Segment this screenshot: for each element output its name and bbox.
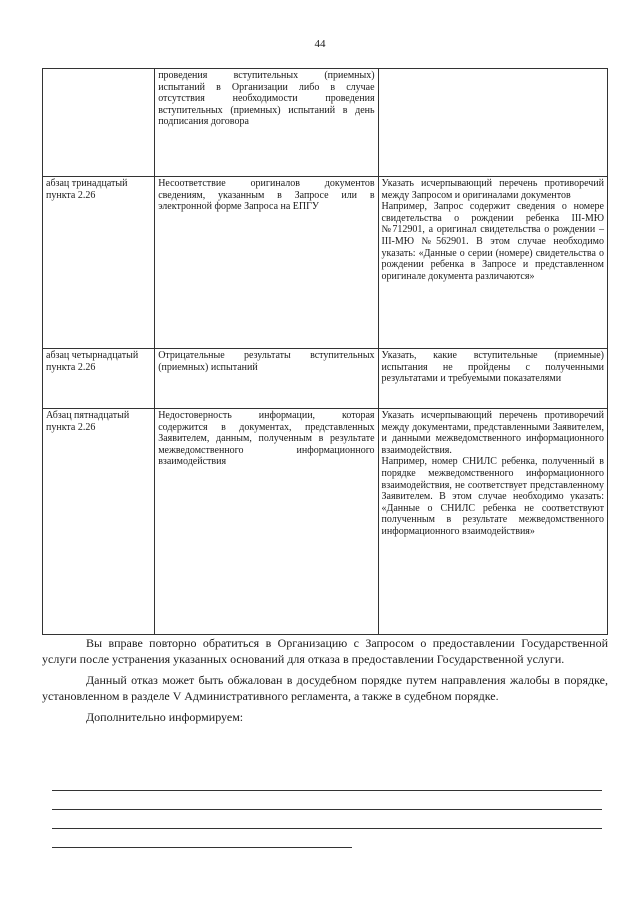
fill-line xyxy=(52,829,352,848)
explanation-cell xyxy=(378,177,607,349)
ground-cell: абзац четырнадцатый пункта 2.26 xyxy=(43,349,155,409)
reapply-paragraph: Вы вправе повторно обратиться в Организацию с Запросом о предоставлении Государственной услуги после устранения указанных оснований для отказа в предоставлении Государственной услуги. xyxy=(42,636,608,666)
table-row xyxy=(43,349,608,409)
explanation-example: Например, номер СНИЛС ребенка, полученный в порядке межведомственного информационного взаимодействия, не соответствует представленному Заявителем. В этом случае необходимо указать: «Данные о СНИЛС ребенка не соответствуют полученным в результате межведомственного информационного взаимодействия» xyxy=(381,456,604,537)
page-number: 44 xyxy=(314,38,326,50)
ground-cell xyxy=(43,69,155,177)
explanation-cell xyxy=(378,69,607,177)
explanation-example: Например, Запрос содержит сведения о номере свидетельства о рождении ребенка III-МЮ №712901, а оригинал свидетельства о рождении – III-МЮ №562901. В этом случае необходимо указать: «Данные о серии (номере) свидетельства о рождении ребенка в Запросе и представленном оригинале документа различаются» xyxy=(381,201,604,282)
explanation-text: Указать исчерпывающий перечень противоречий между документами, представленными Заявителем, и данными межведомственного информационного взаимодействия. xyxy=(381,410,604,456)
explanation-cell xyxy=(378,409,607,635)
explanation-text: Указать исчерпывающий перечень противоречий между Запросом и оригиналами документов xyxy=(381,178,604,201)
refusal-reasons-table xyxy=(42,68,608,635)
reason-cell: проведения вступительных (приемных) испытаний в Организации либо в случае отсутствия необходимости проведения вступительных (приемных) испытаний в день подписания договора xyxy=(155,69,378,177)
table-row xyxy=(43,69,608,177)
table-row xyxy=(43,409,608,635)
reason-cell: Несоответствие оригиналов документов сведениям, указанным в Запросе или в электронной форме Запроса на ЕПГУ xyxy=(155,177,378,349)
reason-cell: Отрицательные результаты вступительных (приемных) испытаний xyxy=(155,349,378,409)
ground-cell: Абзац пятнадцатый пункта 2.26 xyxy=(43,409,155,635)
appeal-paragraph: Данный отказ может быть обжалован в досудебном порядке путем направления жалобы в порядке, установленном в разделе V Административного регламента, а также в судебном порядке. xyxy=(42,673,608,703)
fill-line xyxy=(52,791,602,810)
reason-cell: Недостоверность информации, которая содержится в документах, представленных Заявителем, данным, полученным в результате межведомственного информационного взаимодействия xyxy=(155,409,378,635)
explanation-cell xyxy=(378,349,607,409)
explanation-text: Указать, какие вступительные (приемные) испытания не пройдены с полученными результатами и требуемыми показателями xyxy=(381,350,604,385)
table-row xyxy=(43,177,608,349)
additional-info-label: Дополнительно информируем: xyxy=(86,710,244,724)
fill-line xyxy=(52,810,602,829)
fill-line xyxy=(52,772,602,791)
ground-cell: абзац тринадцатый пункта 2.26 xyxy=(43,177,155,349)
notice-body xyxy=(42,636,608,728)
additional-info-fill-lines xyxy=(52,772,602,848)
